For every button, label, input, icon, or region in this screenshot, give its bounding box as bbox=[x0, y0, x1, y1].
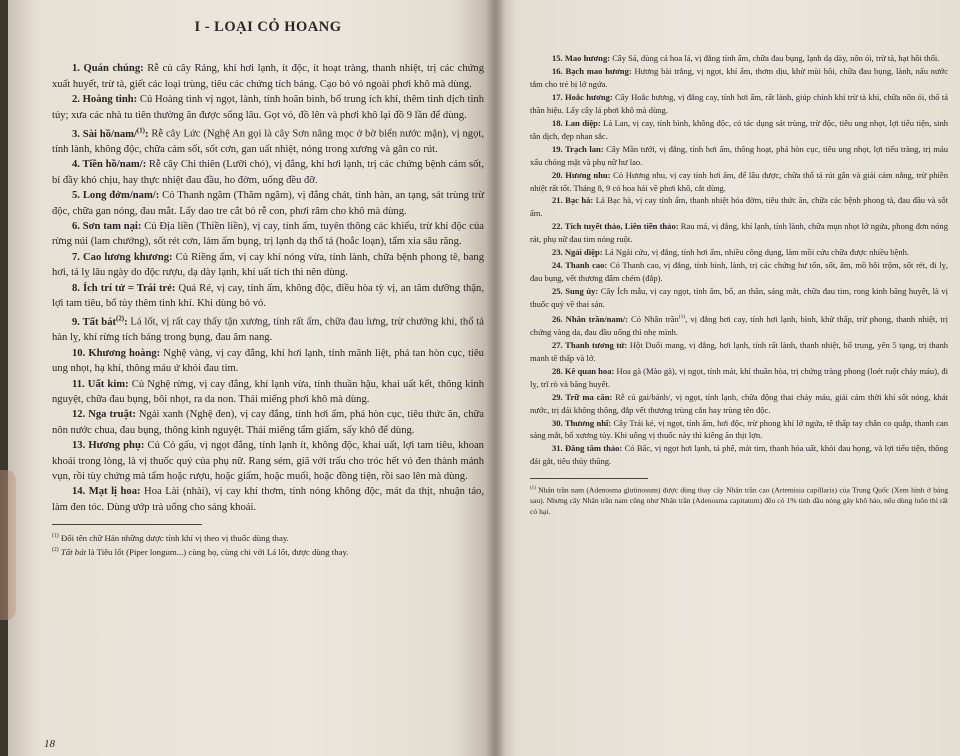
entry-text: Nghệ vàng, vị cay đắng, khí hơi lạnh, tính mãnh liệt, phá tan hòn cục, tiêu ung nhọt, hạ khí, thông máu ứ khỏi đau tim. bbox=[52, 347, 484, 375]
entry-text: Lá Ngải cứu, vị đắng, tính hơi ấm, nhiều công dụng, làm mồi cứu chữa được nhiều bệnh. bbox=[602, 247, 910, 258]
footnote-marker: (1) bbox=[52, 533, 59, 540]
entry-heading-text: 21. Bạc hà: bbox=[552, 195, 594, 206]
entry-text: Hoa gà (Mào gà), vị ngọt, tính mát, khí thuần hòa, trị chứng tràng phong (loét ruột chảy máu), đi lỵ, trĩ rò và băng huyết. bbox=[530, 365, 949, 389]
entry-30 bbox=[530, 417, 948, 443]
footnote bbox=[52, 530, 484, 544]
footnote bbox=[52, 544, 484, 558]
entry-text: Rễ củ cây Ráng, khí hơi lạnh, ít độc, ít hoạt tràng, thanh nhiệt, trị các chứng xuất huyết, trừ tà, giết các loại trùng, tiêu các chứng tích báng. Cạo bỏ vỏ ngoài phơi khô mà dùng. bbox=[52, 63, 484, 90]
entry-heading-text: 2. Hoàng tinh: bbox=[72, 94, 138, 106]
footnote-rule bbox=[52, 524, 202, 525]
footnote-text: Đổi tên chữ Hán những dược tính khí vị theo vị thuốc dùng thay. bbox=[58, 533, 289, 544]
right-entry-list bbox=[530, 52, 948, 468]
entry-text: Rau má, vị đắng, khí lạnh, tính lành, chữa mụn nhọt lở ngứa, phong đơn nóng rát, phụ nữ đau tim nóng ruột. bbox=[530, 221, 948, 245]
footnote bbox=[530, 484, 948, 517]
entry-text: Cây Trái ké, vị ngọt, tính ấm, hơi độc, trừ phong khí lở ngứa, tê thấp tay chân co quắp, thanh can sáng mắt, bổ xương tủy. Khi uống vị thuốc này thì kiêng ăn thịt lợn. bbox=[530, 417, 949, 441]
entry-heading-text: 20. Hương nhu: bbox=[552, 169, 611, 180]
entry-text: Củ Địa liền (Thiền liền), vị cay, tính ấm, tuyên thông các khiếu, trừ khí độc của rừng núi (lam chướng), sốt rét cơn, làm ấm bụng, trị lạnh dạ thổ tả (hoắc loạn), tẩm xỉa sâu răng. bbox=[52, 221, 484, 248]
right-footnote bbox=[530, 484, 948, 517]
entry-22 bbox=[530, 220, 948, 246]
footnote-rule bbox=[530, 478, 648, 479]
entry-heading-text: 22. Tích tuyết thảo, Liên tiền thảo: bbox=[552, 221, 679, 232]
entry-text: Hương bài trắng, vị ngọt, khí ấm, thơm dịu, khử mùi hôi, chữa đau bụng, lành, nấu nước tắm cho trẻ bị lở ngứa. bbox=[530, 65, 948, 89]
entry-18 bbox=[530, 117, 948, 143]
entry-heading bbox=[552, 170, 611, 180]
entry-9 bbox=[52, 311, 484, 345]
entry-24 bbox=[530, 259, 948, 285]
entry-heading bbox=[72, 63, 144, 74]
entry-heading bbox=[552, 392, 612, 402]
footnote-marker: (2) bbox=[52, 547, 59, 554]
left-page bbox=[8, 0, 494, 756]
entry-heading-text: 3. Sài hồ/nam/ bbox=[72, 128, 137, 140]
footnote-marker: (1) bbox=[530, 486, 536, 492]
entry-heading-text: : bbox=[124, 316, 128, 328]
entry-text: Lá lốt, vị rất cay thấy tận xương, tính rất ấm, chữa đau lưng, trừ chướng khí, thổ tả hàn lỵ, khí rừng tích báng trong bụng, đau âm nang. bbox=[52, 316, 484, 344]
entry-heading bbox=[552, 418, 611, 428]
entry-text: Quả Ré, vị cay, tính ấm, không độc, điều hòa tỳ vị, an tâm dưỡng thận, lợi tam tiêu, bổ tủy thêm tinh khí. Khi dùng bỏ vỏ. bbox=[52, 282, 485, 310]
entry-heading-text: 31. Đăng tâm thảo: bbox=[552, 443, 623, 454]
entry-heading-text: 10. Khương hoàng: bbox=[72, 347, 161, 359]
entry-heading-text: 15. Mao hương: bbox=[552, 53, 611, 63]
left-footnotes bbox=[52, 530, 484, 558]
footnote-marker: (1) bbox=[136, 127, 145, 135]
entry-heading-text: 28. Kê quan hoa: bbox=[552, 365, 615, 376]
entry-20 bbox=[530, 169, 948, 195]
entry-text: Hoa Lài (nhài), vị cay khí thơm, tính nóng không độc, mát da thịt, nhuận táo, làm đen tóc. Dùng ướp trà uống cho sảng khoái. bbox=[52, 486, 484, 513]
entry-heading bbox=[72, 409, 136, 420]
entry-heading-text: 23. Ngải diệp: bbox=[552, 247, 603, 258]
entry-text: Cỏ Bấc, vị ngọt hơi lạnh, tả phế, mát tim, thanh hỏa uất, khỏi đau họng, và lợi tiểu tiện, thông đái gắt, tiêu thủy thũng. bbox=[530, 443, 948, 467]
entry-heading bbox=[552, 221, 679, 231]
entry-heading bbox=[72, 94, 137, 105]
entry-heading bbox=[72, 129, 148, 140]
entry-heading bbox=[72, 348, 160, 359]
entry-text: Củ Hoàng tinh vị ngọt, lành, tính hoãn bình, bổ trung ích khí, thêm tinh dịch tinh tủy; xưa các nhà tu tiên thường ăn được sống lâu. Gọt vỏ, đồ lên và phơi khô lại đồ 9 lần để dùng. bbox=[52, 94, 484, 121]
entry-text: Cỏ Thanh ngâm (Thăm ngăm), vị đắng chát, tính hàn, an tạng, sát trùng trừ độc, chữa gan nóng, đau mắt. Lấy dao tre cắt bỏ rễ con, phơi râm cho khô mà dùng. bbox=[52, 190, 484, 217]
entry-heading bbox=[552, 144, 604, 154]
entry-heading bbox=[552, 340, 627, 350]
entry-4 bbox=[52, 157, 484, 188]
entry-heading-text: 16. Bạch mao hương: bbox=[552, 65, 632, 76]
footnote-term: Tất bát bbox=[58, 547, 87, 558]
entry-26 bbox=[530, 311, 948, 339]
entry-heading-text: 29. Trữ ma căn: bbox=[552, 391, 613, 402]
entry-23 bbox=[530, 246, 948, 259]
entry-heading bbox=[72, 283, 175, 294]
entry-heading-text: 14. Mạt lị hoa: bbox=[72, 486, 141, 498]
entry-heading-text: 8. Ích trí tử = Trái trẻ: bbox=[72, 282, 176, 294]
entry-19 bbox=[530, 143, 948, 169]
entry-heading bbox=[72, 486, 141, 497]
entry-heading bbox=[72, 379, 129, 390]
entry-text: Lá Bạc hà, vị cay tính ấm, thanh nhiệt hóa đờm, tiêu thức ăn, chữa các bệnh phong tà, đau đầu và sốt ấm. bbox=[530, 195, 948, 219]
entry-3 bbox=[52, 123, 484, 157]
entry-heading-text: 1. Quán chúng: bbox=[72, 63, 144, 75]
entry-12 bbox=[52, 407, 484, 438]
entry-text: Cây Mần tưới, vị đắng, tính hơi ấm, thông hoạt, phá hòn cục, tiêu ung nhọt, lợi tiểu tràng, trị máu xấu chóng mặt và phụ nữ hư lao. bbox=[530, 143, 949, 167]
entry-heading bbox=[552, 366, 614, 376]
entry-13 bbox=[52, 438, 484, 484]
entry-heading bbox=[552, 247, 603, 257]
entry-text: Cỏ Thanh cao, vị đắng, tính bình, lành, trị các chứng hư tổn, sốt, âm, mồ hôi trộm, sốt rét, đi lỵ, đau bụng, vết thương đâm chém (đắp). bbox=[530, 260, 948, 284]
entry-heading-text: 27. Thanh tương tử: bbox=[552, 339, 628, 350]
entry-heading-text: 5. Long đởm/nam/: bbox=[72, 190, 160, 202]
entry-heading bbox=[552, 92, 613, 102]
entry-10 bbox=[52, 346, 484, 377]
entry-text: Củ Cỏ gấu, vị ngọt đắng, tính lạnh ít, không độc, khai uất, lợi tam tiêu, khoan khoái trong lòng, là vị thuốc quý của phụ nữ. Rang sém, giã với trấu cho tróc hết vỏ đen thành mảnh vụn, rồi tùy chứng mà tẩm hoặc rượu, hoặc giấm, hoặc muối, hoặc đồng tiện, rồi sao lên mà dùng. bbox=[52, 440, 484, 483]
entry-text: Lá Lan, vị cay, tính bình, không độc, có tác dụng sát trùng, trừ độc, tiêu ung nhọt, lợi tiểu tiện, sinh tân dịch, đẹp nhan sắc. bbox=[530, 117, 948, 141]
entry-7 bbox=[52, 250, 484, 281]
entry-8 bbox=[52, 281, 484, 312]
entry-text: Rễ củ gai/bánh/, vị ngọt, tính lạnh, chữa động thai chảy máu, giải cảm thời khí sốt nóng, khát nước, trị đái không thông, đắp vết thương trùng cắn hay trùng tên độc. bbox=[530, 391, 948, 415]
entry-heading bbox=[72, 190, 159, 201]
entry-heading-text: 24. Thanh cao: bbox=[552, 260, 608, 271]
entry-heading bbox=[72, 317, 128, 328]
entry-heading-text: 19. Trạch lan: bbox=[552, 143, 604, 154]
footnote-text: là Tiêu lốt (Piper longum...) cùng họ, cùng chi với Lá lốt, được dùng thay. bbox=[86, 547, 349, 558]
entry-text: Cây Ích mẫu, vị cay ngọt, tính ấm, bổ, an thần, sáng mắt, chữa đau tim, rong kinh băng huyết, là vị thuốc quý về thai sản. bbox=[530, 286, 948, 310]
entry-heading bbox=[552, 286, 598, 296]
entry-text: Hột Duối mang, vị đắng, hơi lạnh, tính rất lành, thanh nhiệt, bổ trung, yên 5 tạng, trị thanh manh tê thấp và lở. bbox=[530, 339, 948, 363]
entry-heading bbox=[552, 118, 601, 128]
entry-heading bbox=[552, 53, 610, 63]
entry-25 bbox=[530, 285, 948, 311]
entry-text: , vị đắng hơi cay, tính hơi lạnh, bình, khử thấp, trừ phong, thanh nhiệt, trị chứng vàng da, đau đầu uống thì nhẹ mình. bbox=[530, 313, 949, 337]
entry-text: Ngải xanh (Nghệ đen), vị cay đắng, tính hơi ấm, phá hòn cục, tiêu thức ăn, chữa nôn nước chua, đau bụng, thông kinh nguyệt. Thái miếng tẩm giấm, sấy khô để dùng. bbox=[52, 409, 484, 436]
entry-heading-text: 25. Sung úy: bbox=[552, 286, 599, 297]
entry-heading bbox=[72, 159, 146, 170]
entry-text: Cây Hoắc hương, vị đắng cay, tính hơi ấm, rất lành, giúp chính khí trừ tà khí, chữa nôn ói, thổ tả thần hiệu. Lấy cây lá phơi khô mà dùng. bbox=[530, 91, 949, 115]
entry-heading-text: 7. Cao lương khương: bbox=[72, 251, 173, 263]
entry-31 bbox=[530, 442, 948, 468]
entry-text: Cỏ Nhân trần bbox=[628, 313, 679, 324]
entry-text: Rễ cây Chi thiên (Lưỡi chó), vị đắng, khí hơi lạnh, trị các chứng bệnh cảm sốt, bí đầy khó chịu, hay thực nhiệt đau đầu, ho đờm, uống đều đỡ. bbox=[52, 159, 484, 186]
entry-2 bbox=[52, 92, 484, 123]
entry-heading bbox=[552, 66, 632, 76]
entry-29 bbox=[530, 391, 948, 417]
entry-17 bbox=[530, 91, 948, 117]
right-page bbox=[494, 0, 960, 756]
page-number: 18 bbox=[44, 738, 55, 750]
footnote-marker: (1) bbox=[678, 314, 686, 321]
entry-heading bbox=[552, 195, 593, 205]
entry-heading-text: : bbox=[144, 128, 149, 140]
footnote-text: Nhân trần nam (Adenosma glutinosum) được dùng thay cây Nhân trần cao (Artemisia capillaris) của Trung Quốc (Xem hình ở bảng sau). Nhưng cây Nhân trần nam cũng như Nhân trần (Adenosma capitatum) đều có 1% tinh dầu nóng gây khô háo, nếu dùng luôn thì rất có hại. bbox=[530, 485, 948, 517]
entry-heading-text: 9. Tất bát bbox=[72, 316, 117, 328]
entry-28 bbox=[530, 365, 948, 391]
entry-heading bbox=[72, 440, 144, 451]
entry-heading-text: 12. Nga truật: bbox=[72, 409, 136, 421]
section-title: I - LOẠI CỎ HOANG bbox=[194, 19, 342, 35]
entry-heading bbox=[72, 252, 173, 263]
entry-heading-text: 13. Hương phụ: bbox=[72, 440, 145, 452]
entry-16 bbox=[530, 65, 948, 91]
entry-11 bbox=[52, 377, 484, 408]
entry-heading bbox=[552, 260, 607, 270]
footnote-marker: (2) bbox=[116, 315, 125, 323]
entry-text: Củ Riềng ấm, vị cay khí nóng vừa, tính lành, chữa bệnh phong tê, bang hơi, tả lỵ lâu ngày do độc rượu, dạ dày lạnh, khí uất tích thì nên dùng. bbox=[52, 251, 484, 279]
entry-1 bbox=[52, 61, 484, 92]
entry-heading bbox=[552, 443, 622, 453]
entry-heading-text: 30. Thương nhĩ: bbox=[552, 417, 612, 428]
entry-27 bbox=[530, 339, 948, 365]
left-entry-list bbox=[52, 61, 484, 515]
entry-heading bbox=[552, 314, 628, 324]
entry-heading-text: 11. Uất kim: bbox=[72, 378, 129, 390]
entry-text: Rễ cây Lức (Nghệ An gọi là cây Sơn nâng mọc ở bờ biển nước mặn), vị ngọt, tính lành, không độc, chữa cảm sốt, sốt cơn, gan uất nhiệt, nóng trong xương và gân co rút. bbox=[52, 128, 484, 155]
entry-heading-text: 6. Sơn tam nại: bbox=[72, 221, 142, 232]
entry-heading-text: 18. Lan diệp: bbox=[552, 117, 601, 128]
entry-heading-text: 17. Hoắc hương: bbox=[552, 91, 613, 102]
entry-21 bbox=[530, 194, 948, 220]
entry-text: Cây Sả, dùng cả hoa lá, vị đắng tính ấm, chữa đau bụng, lạnh dạ dày, nôn ói, trừ tà, hạt hôi thối. bbox=[610, 53, 940, 63]
entry-6 bbox=[52, 219, 484, 250]
entry-heading-text: 4. Tiền hồ/nam/: bbox=[72, 159, 147, 171]
book-gutter bbox=[486, 0, 506, 756]
entry-heading bbox=[72, 221, 141, 232]
entry-15 bbox=[530, 52, 948, 65]
entry-text: Cỏ Hương nhu, vị cay tính hơi ấm, để lâu được, chữa thổ tả rút gân và giải cảm nắng, trừ phiền nhiệt rất tốt. Tháng 8, 9 có hoa hái về phơi khô, cắt dùng. bbox=[530, 169, 948, 193]
thumb-shadow bbox=[0, 470, 16, 620]
entry-text: Củ Nghệ rừng, vị cay đắng, khí lạnh vừa, tính thuần hậu, khai uất kết, thông kinh nguyệt, chữa đau bụng, bôi nhọt, ra da non. Thái miếng phơi khô mà dùng. bbox=[52, 378, 484, 405]
entry-14 bbox=[52, 484, 484, 515]
entry-5 bbox=[52, 188, 484, 219]
entry-heading-text: 26. Nhân trần/nam/: bbox=[552, 313, 629, 324]
